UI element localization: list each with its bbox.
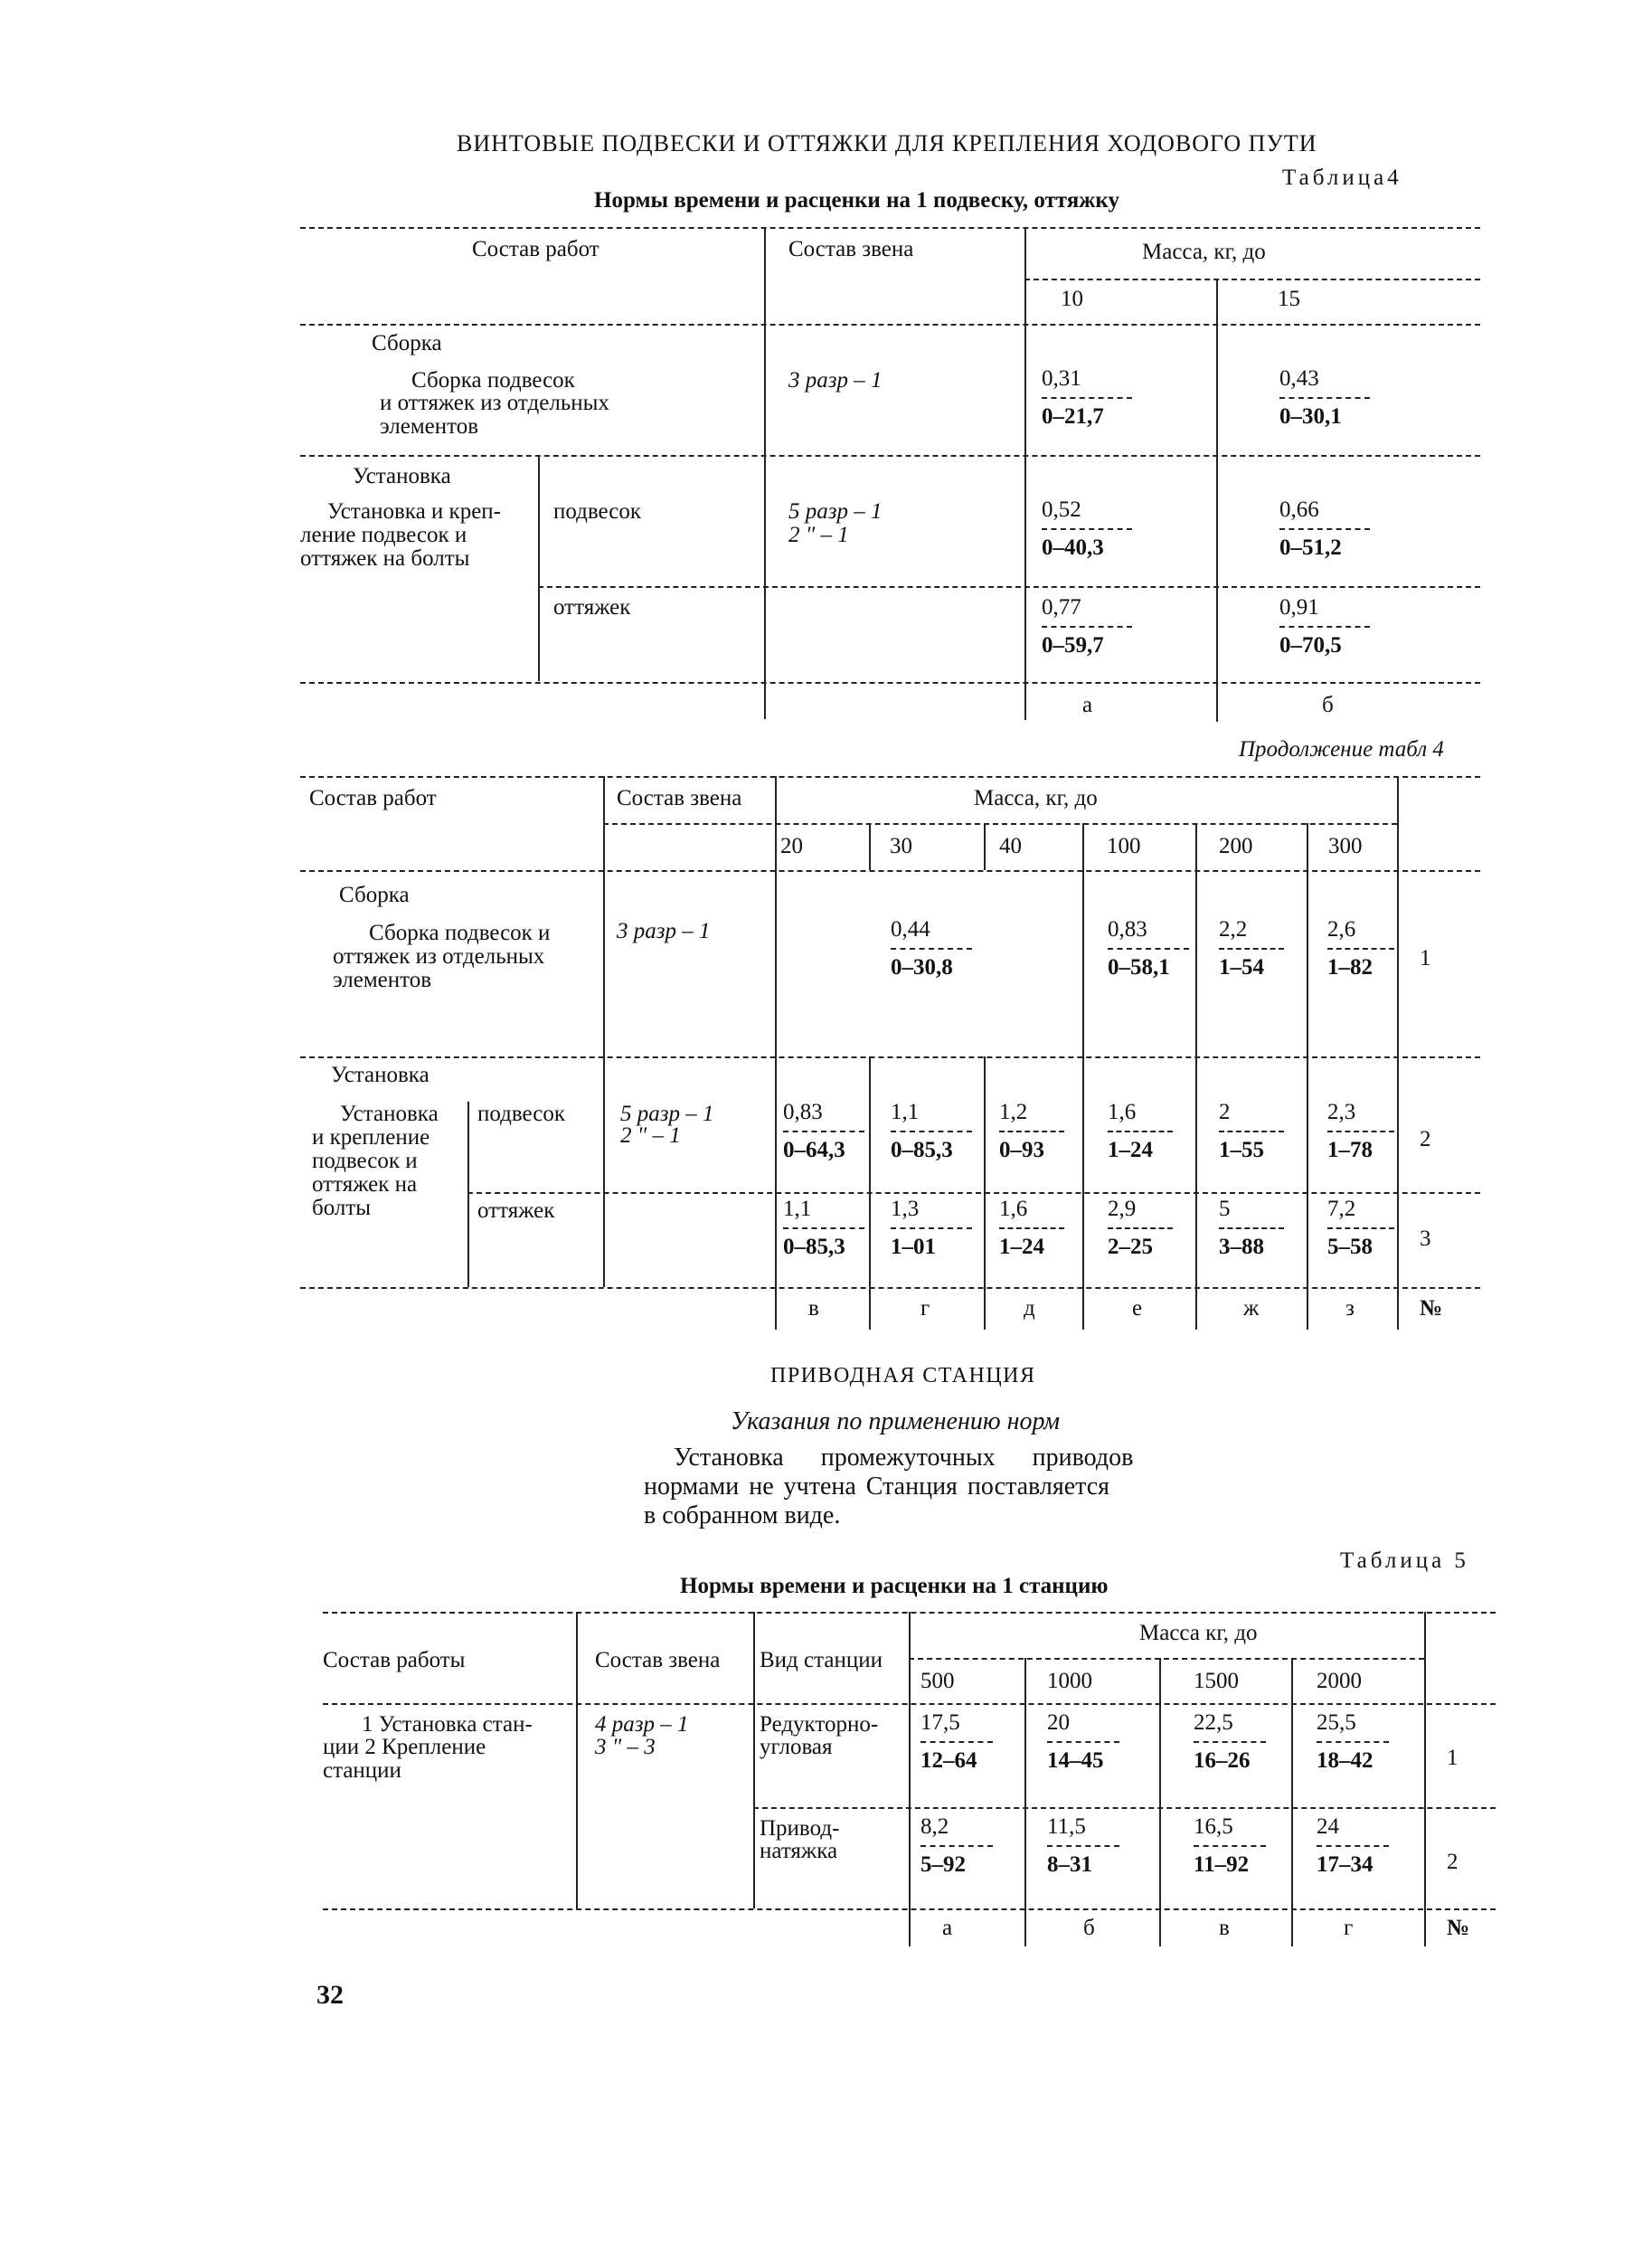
price: 0–30,1 [1279,404,1342,429]
value: 0,83 [1108,917,1147,942]
table4c-row2-e [1108,1100,1173,1163]
table4c-head-mass: Масса, кг, до [974,786,1098,810]
table5-label: Таблица 5 [1340,1548,1469,1573]
table5-head-crew: Состав звена [595,1648,721,1672]
value: 1,3 [891,1197,920,1221]
table4c-group-install: Установка [331,1063,430,1087]
station-subtitle: Указания по применению норм [731,1407,1060,1435]
value: 1,6 [999,1197,1028,1221]
table5-row1-kind-2: угловая [760,1735,833,1759]
station-text-3: в собранном виде. [644,1501,841,1529]
table4-row3-sub: оттяжек [553,595,631,620]
table4c-col-no: № [1420,1296,1443,1321]
table5-head-kind: Вид станции [760,1648,883,1672]
table4c-row2-label-1: Установка [340,1102,439,1126]
table5-row2-a [920,1814,993,1878]
price: 0–85,3 [783,1235,845,1259]
table4c-col-d: д [1024,1296,1035,1321]
price: 16–26 [1194,1748,1251,1773]
value: 2,2 [1219,917,1248,942]
price: 8–31 [1047,1852,1092,1877]
value: 11,5 [1047,1814,1086,1839]
value: 1,6 [1108,1100,1137,1124]
value: 0,66 [1279,497,1319,522]
table4c-row3-z [1327,1197,1394,1260]
table4c-row2-zh [1219,1100,1284,1163]
table5-head-m1000: 1000 [1047,1669,1092,1693]
table4c-head-work: Состав работ [309,786,437,810]
table4-row2-b [1279,497,1370,561]
table5-row1-kind-1: Редукторно- [760,1712,879,1737]
price: 1–78 [1327,1138,1373,1162]
value: 25,5 [1317,1710,1356,1735]
table4c-row2-label-5: болты [312,1196,372,1220]
value: 2,9 [1108,1197,1137,1221]
table5-work-3: станции [323,1758,401,1783]
table4c-row2-label-3: подвесок и [312,1149,418,1173]
price: 14–45 [1047,1748,1104,1773]
table4c-row1-label-1: Сборка подвесок и [369,921,551,945]
value: 1,1 [891,1100,920,1124]
table4-row2-sub: подвесок [553,499,641,524]
table4c-row3-d [999,1197,1064,1260]
table4c-row2-d [999,1100,1064,1163]
value: 0,31 [1042,366,1081,391]
table4c-col-z: з [1345,1296,1355,1321]
value: 2 [1219,1100,1231,1124]
table4c-row1-no: 1 [1420,946,1431,971]
table4-row1-crew: 3 разр – 1 [788,368,883,393]
value: 1,2 [999,1100,1028,1124]
table4-row2-label-3: оттяжек на болты [300,546,470,571]
table4c-row1-label-2: оттяжек из отдельных [333,944,545,969]
table4c-col-zh: ж [1243,1296,1260,1321]
table4-col-a: а [1082,693,1093,717]
table5-head-mass: Масса кг, до [1139,1621,1258,1645]
table4-row1-a [1042,366,1132,430]
price: 0–85,3 [891,1138,953,1162]
price: 0–70,5 [1279,633,1342,658]
table4c-row2-g [891,1100,972,1163]
price: 1–24 [1108,1138,1153,1162]
price: 5–58 [1327,1235,1373,1259]
table5-col-no: № [1447,1916,1470,1940]
table5-head-m1500: 1500 [1194,1669,1239,1693]
table4c-row2-label-4: оттяжек на [312,1172,418,1197]
table4-row2-crew-2: 2 " – 1 [788,523,849,547]
table4c-row2-crew-2: 2 " – 1 [620,1123,681,1148]
table4c-row2-z [1327,1100,1394,1163]
table5-title: Нормы времени и расценки на 1 станцию [680,1574,1109,1598]
table5-col-g: г [1344,1916,1354,1940]
price: 0–30,8 [891,955,953,980]
table4c-head-m300: 300 [1328,834,1363,858]
price: 0–21,7 [1042,404,1104,429]
table4-group-assembly: Сборка [372,331,442,355]
station-text-2: нормами не учтена Станция поставляется [644,1472,1110,1501]
table5-row1-g [1317,1710,1389,1774]
table4c-head-m20: 20 [780,834,803,858]
table4c-head-m100: 100 [1107,834,1141,858]
table4c-row3-sub: оттяжек [477,1198,555,1223]
table4-row2-label-1: Установка и креп- [327,499,501,524]
table4-row2-crew-1: 5 разр – 1 [788,499,883,524]
table4c-label: Продолжение табл 4 [1239,737,1444,762]
price: 3–88 [1219,1235,1264,1259]
table5-crew-2: 3 " – 3 [595,1735,656,1759]
table5-head-m500: 500 [920,1669,955,1693]
value: 1,1 [783,1197,812,1221]
table5-row2-kind-1: Привод- [760,1816,840,1841]
table4c-row2-crew-1: 5 разр – 1 [620,1102,714,1126]
table4-row1-label-2: и оттяжек из отдельных [380,391,609,415]
price: 5–92 [920,1852,966,1877]
table4-head-mass: Масса, кг, до [1142,240,1266,264]
table4c-head-m40: 40 [999,834,1022,858]
value: 8,2 [920,1814,949,1839]
price: 1–82 [1327,955,1373,980]
price: 2–25 [1108,1235,1153,1259]
table4c-row1-crew: 3 разр – 1 [617,919,711,943]
table4c-col-v: в [808,1296,819,1321]
table4-row2-a [1042,497,1132,561]
station-title: ПРИВОДНАЯ СТАНЦИЯ [770,1364,1036,1387]
table4c-head-m200: 200 [1219,834,1253,858]
table4c-col-g: г [920,1296,930,1321]
table4c-row1-v-d [891,917,972,980]
value: 7,2 [1327,1197,1356,1221]
table5-row1-b [1047,1710,1119,1774]
table4-group-install: Установка [353,464,451,488]
value: 0,43 [1279,366,1319,391]
value: 2,3 [1327,1100,1356,1124]
value: 22,5 [1194,1710,1233,1735]
table5-row1-no: 1 [1447,1746,1458,1770]
page-number: 32 [316,1980,344,2010]
table4-head-crew: Состав звена [788,237,914,261]
table4-row3-a [1042,595,1132,658]
price: 17–34 [1317,1852,1374,1877]
table4c-row3-v [783,1197,864,1260]
price: 1–24 [999,1235,1044,1259]
value: 0,52 [1042,497,1081,522]
table5-head-m2000: 2000 [1317,1669,1362,1693]
table4-row1-label-1: Сборка подвесок [411,368,575,393]
price: 0–51,2 [1279,535,1342,560]
table4-head-work: Состав работ [472,237,599,261]
table5-row2-kind-2: натяжка [760,1839,838,1863]
table5-work-2: ции 2 Крепление [323,1735,486,1759]
table5-col-a: а [942,1916,953,1940]
value: 16,5 [1194,1814,1233,1839]
table4c-row1-label-3: элементов [333,968,432,992]
value: 24 [1317,1814,1339,1839]
table5-row2-b [1047,1814,1119,1878]
table4c-row3-no: 3 [1420,1226,1431,1251]
station-text-1: Установка промежуточных приводов [674,1444,1134,1472]
table4c-row3-e [1108,1197,1173,1260]
price: 1–55 [1219,1138,1264,1162]
table4c-row1-zh [1219,917,1284,980]
table4-row3-b [1279,595,1370,658]
section-title: ВИНТОВЫЕ ПОДВЕСКИ И ОТТЯЖКИ ДЛЯ КРЕПЛЕНИЯ ХОДОВОГО ПУТИ [457,130,1317,156]
table4-row2-label-2: ление подвесок и [300,523,467,547]
table5-col-b: б [1083,1916,1095,1940]
table5-row1-a [920,1710,993,1774]
table4c-row1-e [1108,917,1189,980]
value: 0,44 [891,917,930,942]
table4c-row3-zh [1219,1197,1284,1260]
table5-col-v: в [1219,1916,1230,1940]
table4c-head-crew: Состав звена [617,786,742,810]
table4-col-b: б [1322,693,1334,717]
price: 0–64,3 [783,1138,845,1162]
price: 0–40,3 [1042,535,1104,560]
table4c-group-assembly: Сборка [339,883,410,907]
table4c-head-m30: 30 [890,834,912,858]
table5-work-1: 1 Установка стан- [362,1712,533,1737]
table4-row1-b [1279,366,1370,430]
table5-head-work: Состав работы [323,1648,466,1672]
value: 2,6 [1327,917,1356,942]
price: 12–64 [920,1748,977,1773]
price: 1–54 [1219,955,1264,980]
table5-row1-v [1194,1710,1266,1774]
table5-crew-1: 4 разр – 1 [595,1712,689,1737]
table4-row1-label-3: элементов [380,414,479,439]
table5-row2-no: 2 [1447,1850,1458,1874]
table4-title: Нормы времени и расценки на 1 подвеску, оттяжку [594,188,1119,213]
price: 18–42 [1317,1748,1374,1773]
price: 1–01 [891,1235,936,1259]
table4-head-m2: 15 [1278,287,1300,311]
table5-row2-v [1194,1814,1266,1878]
table4-head-m1: 10 [1061,287,1083,311]
price: 11–92 [1194,1852,1250,1877]
value: 20 [1047,1710,1070,1735]
table4c-col-e: е [1132,1296,1143,1321]
price: 0–58,1 [1108,955,1170,980]
value: 0,83 [783,1100,823,1124]
table4c-row2-no: 2 [1420,1127,1431,1151]
table4-label: Таблица4 [1282,166,1402,190]
value: 0,77 [1042,595,1081,620]
table4c-row1-z [1327,917,1394,980]
price: 0–93 [999,1138,1044,1162]
price: 0–59,7 [1042,633,1104,658]
table4c-row2-label-2: и крепление [312,1125,430,1150]
value: 5 [1219,1197,1231,1221]
value: 17,5 [920,1710,960,1735]
table4c-row2-sub: подвесок [477,1102,565,1126]
table4c-row2-v [783,1100,864,1163]
table5-row2-g [1317,1814,1389,1878]
table4c-row3-g [891,1197,972,1260]
value: 0,91 [1279,595,1319,620]
